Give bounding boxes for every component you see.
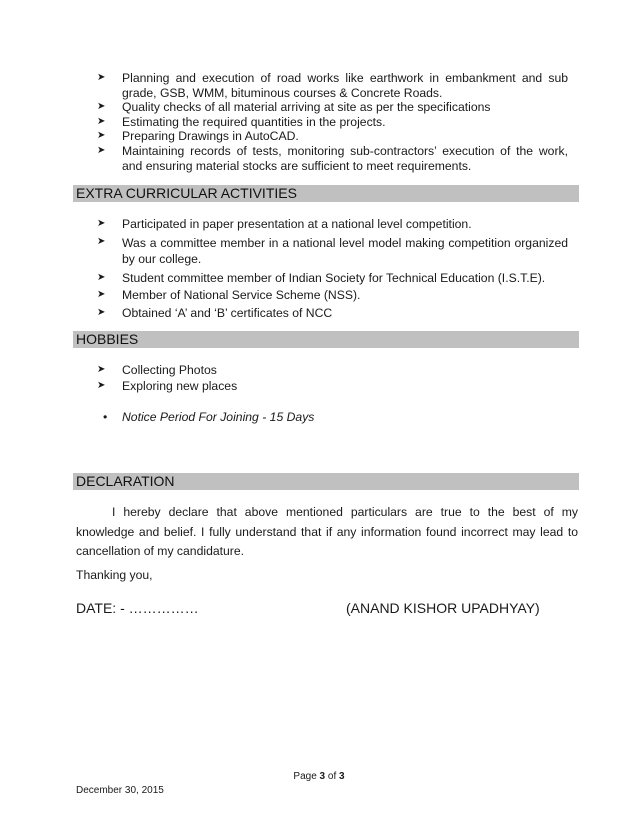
arrowhead-bullet-icon: ➤ xyxy=(97,379,106,391)
round-bullet-icon: • xyxy=(103,410,108,424)
closing-text: Thanking you, xyxy=(76,568,153,582)
list-item: ➤ Was a committee member in a national level model making competition organized by our college. xyxy=(97,235,568,267)
date-line: DATE: - …………… xyxy=(76,600,199,616)
list-item: ➤ Obtained ‘A’ and ‘B’ certificates of NCC xyxy=(97,305,333,320)
declaration-text: I hereby declare that above mentioned particulars are true to the best of my knowledge and belief. I fully understand that if any information found incorrect may lead to cancellation of my candidature. xyxy=(76,505,578,558)
list-item: ➤ Exploring new places xyxy=(97,378,238,393)
arrowhead-bullet-icon: ➤ xyxy=(97,101,106,113)
list-item: ➤ Collecting Photos xyxy=(97,363,217,377)
arrowhead-bullet-icon: ➤ xyxy=(97,235,106,247)
arrowhead-bullet-icon: ➤ xyxy=(97,306,106,318)
arrowhead-bullet-icon: ➤ xyxy=(97,144,106,156)
signature-name: (ANAND KISHOR UPADHYAY) xyxy=(346,600,540,616)
list-item: ➤ Member of National Service Scheme (NSS). xyxy=(97,288,361,303)
page-number: Page 3 of 3 xyxy=(293,771,345,782)
extra-curricular-heading: EXTRA CURRICULAR ACTIVITIES xyxy=(73,185,579,202)
arrowhead-bullet-icon: ➤ xyxy=(97,218,106,229)
arrowhead-bullet-icon: ➤ xyxy=(97,289,106,301)
extra-curricular-list xyxy=(95,217,568,320)
list-item: ➤ Quality checks of all material arriving at site as per the specifications xyxy=(97,100,491,115)
work-responsibilities-list xyxy=(95,71,568,173)
list-item: ➤ Preparing Drawings in AutoCAD. xyxy=(97,129,299,144)
hobbies-list xyxy=(95,363,568,393)
list-item: ➤ Estimating the required quantities in the projects. xyxy=(97,114,386,129)
arrowhead-bullet-icon: ➤ xyxy=(97,364,106,375)
list-item: ➤ Student committee member of Indian Society for Technical Education (I.S.T.E). xyxy=(97,270,546,285)
list-item: ➤ Participated in paper presentation at a national level competition. xyxy=(97,217,472,231)
list-item: ➤ Planning and execution of road works like earthwork in embankment and sub grade, GSB, WMM, bituminous courses & Concrete Roads. xyxy=(97,71,568,100)
notice-period-text: Notice Period For Joining - 15 Days xyxy=(122,410,315,424)
arrowhead-bullet-icon: ➤ xyxy=(97,72,106,83)
list-item: ➤ Maintaining records of tests, monitoring sub-contractors’ execution of the work, and ensuring material stocks are sufficient to meet requirements. xyxy=(97,143,568,173)
arrowhead-bullet-icon: ➤ xyxy=(97,130,106,142)
arrowhead-bullet-icon: ➤ xyxy=(97,115,106,127)
declaration-heading: DECLARATION xyxy=(73,473,579,490)
footer-date: December 30, 2015 xyxy=(76,785,164,796)
hobbies-heading: HOBBIES xyxy=(73,331,579,348)
arrowhead-bullet-icon: ➤ xyxy=(97,271,106,283)
